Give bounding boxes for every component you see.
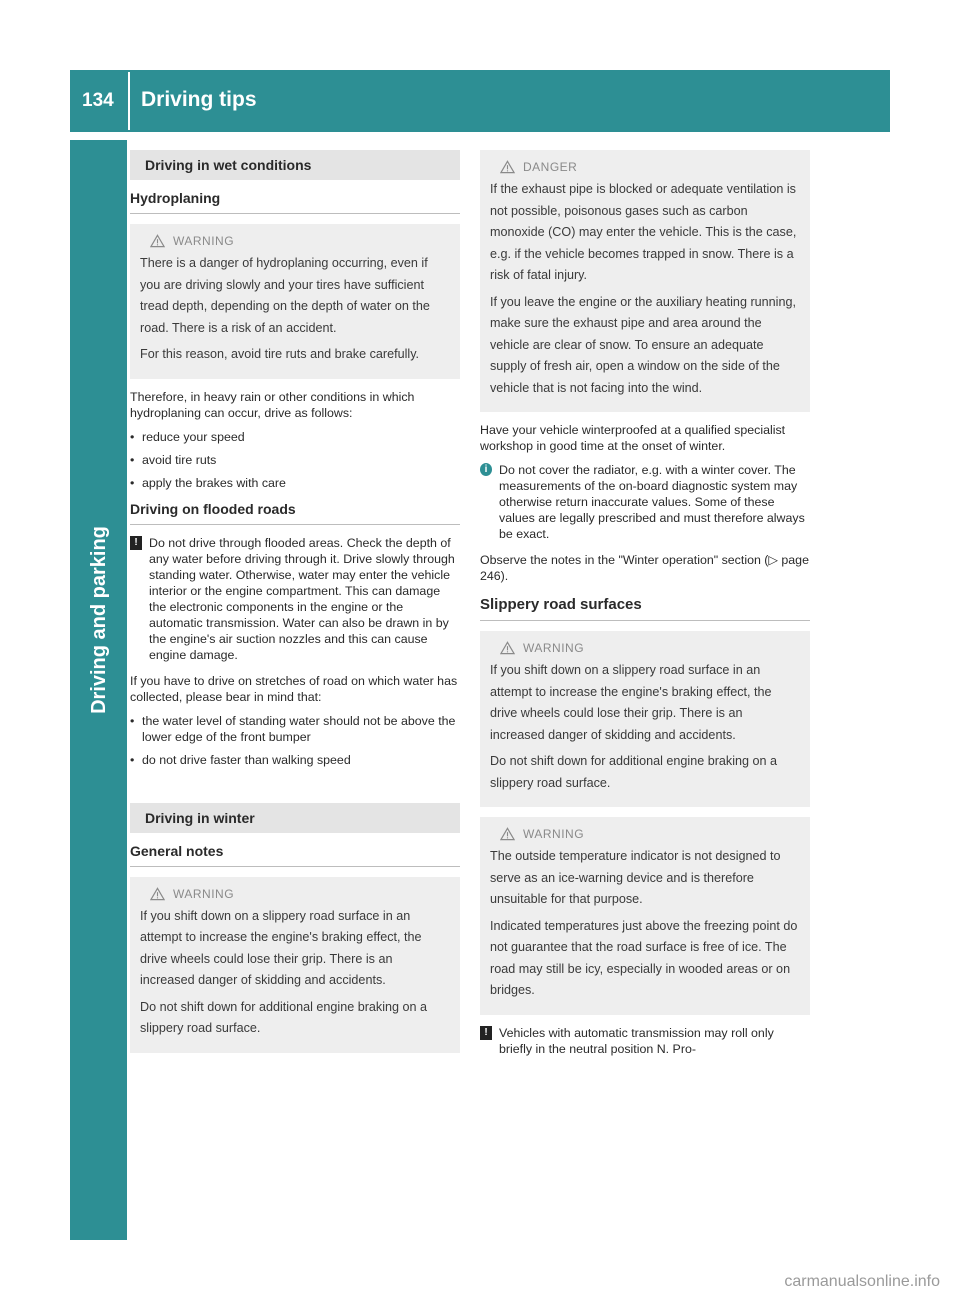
warning-header (140, 234, 450, 248)
info-icon: i (480, 463, 492, 476)
divider (130, 524, 460, 525)
warning-triangle-icon (150, 887, 165, 901)
footer (0, 1260, 960, 1303)
warning-box (130, 877, 460, 1053)
warning-header (490, 641, 800, 655)
bullet-icon: • (130, 452, 135, 467)
divider (130, 866, 460, 867)
notice-note (480, 1025, 810, 1057)
warning-text: There is a danger of hydroplaning occurring, even if you are driving slowly and your tires have sufficient tread depth, depending on the depth of water on the road. There is a risk of an accident. (140, 256, 430, 335)
warning-header (140, 887, 450, 901)
body-paragraph: Have your vehicle winterproofed at a qualified specialist workshop in good time at the onset of winter. (480, 423, 786, 453)
section-title-winter: Driving in winter (130, 803, 460, 833)
warning-label: WARNING (173, 234, 235, 248)
warning-label: WARNING (173, 886, 235, 901)
warning-text: If you shift down on a slippery road surface in an attempt to increase the engine's braking effect, the drive wheels could lose their grip. There is an increased danger of skidding and accidents. (140, 908, 422, 987)
section-title-wet: Driving in wet conditions (130, 150, 460, 180)
notice-text: Do not drive through flooded areas. Check the depth of any water before driving through it. Drive slowly through standing water. Otherwise, water may enter the vehicle interior or the engine compartment. This can damage the electronic components in the engine or the automatic transmission. Water can also be drawn in by the engine's air suction nozzles and this can cause engine damage. (149, 535, 455, 662)
bullet-icon: • (130, 475, 135, 490)
divider (130, 213, 460, 214)
body-paragraph: Observe the notes in the "Winter operation" section (▷ page 246). (480, 553, 809, 583)
danger-header (490, 160, 800, 174)
danger-label: DANGER (523, 160, 578, 174)
subheading-flooded: Driving on flooded roads (130, 500, 296, 517)
warning-label: WARNING (523, 827, 585, 841)
bullet-list (130, 713, 460, 768)
subheading-slippery: Slippery road surfaces (480, 596, 642, 613)
warning-triangle-icon (500, 641, 515, 655)
danger-text: If you leave the engine or the auxiliary heating running, make sure the exhaust pipe and area around the vehicle are clear of snow. To ensure an adequate supply of fresh air, open a window on the side of the vehicle that is not facing into the wind. (490, 294, 796, 395)
warning-text: Indicated temperatures just above the freezing point do not guarantee that the road surface is free of ice. The road may still be icy, especially in wooded areas or on bridges. (490, 918, 798, 997)
warning-triangle-icon (150, 234, 165, 248)
bullet-icon: • (130, 752, 135, 767)
subheading-general: General notes (130, 842, 224, 859)
right-column (480, 150, 810, 1067)
warning-text: The outside temperature indicator is not designed to serve as an ice-warning device and is therefore unsuitable for that purpose. (490, 849, 781, 906)
warning-triangle-icon (500, 160, 515, 174)
stop-notice-icon: ! (480, 1026, 492, 1040)
warning-box (480, 817, 810, 1015)
danger-text: If the exhaust pipe is blocked or adequate ventilation is not possible, poisonous gases such as carbon monoxide (CO) may enter the vehicle. This is the case, e.g. if the vehicle becomes trapped in snow. There is a risk of fatal injury. (490, 182, 797, 282)
subheading-hydroplaning: Hydroplaning (130, 190, 221, 206)
info-text: Do not cover the radiator, e.g. with a winter cover. The measurements of the on-board diagnostic system may otherwise return inaccurate values. Some of these values are legally prescribed and must therefore always be exact. (499, 463, 805, 541)
divider (480, 620, 810, 621)
body-paragraph: If you have to drive on stretches of road on which water has collected, please bear in mind that: (130, 673, 458, 704)
list-item: • the water level of standing water should not be above the lower edge of the front bumper (130, 713, 456, 744)
bullet-icon: • (130, 713, 135, 728)
body-paragraph: Therefore, in heavy rain or other conditions in which hydroplaning can occur, drive as follows: (130, 389, 415, 420)
page-number: 134 (82, 90, 114, 111)
header-divider (128, 72, 130, 130)
header-title: Driving tips (141, 88, 257, 111)
warning-box (480, 631, 810, 807)
chapter-label: Driving and parking (88, 526, 110, 714)
warning-text: If you shift down on a slippery road surface in an attempt to increase the engine's braking effect, the drive wheels could lose their grip. There is an increased danger of skidding and accidents. (490, 663, 772, 742)
list-item: • do not drive faster than walking speed (130, 752, 351, 767)
list-item: • avoid tire ruts (130, 452, 217, 467)
bullet-list (130, 429, 460, 491)
warning-box (130, 224, 460, 379)
warning-text: Do not shift down for additional engine braking on a slippery road surface. (140, 999, 428, 1035)
danger-box (480, 150, 810, 412)
bullet-icon: • (130, 429, 135, 444)
chapter-tab (82, 470, 116, 770)
warning-header (490, 827, 800, 841)
warning-text: Do not shift down for additional engine braking on a slippery road surface. (490, 754, 778, 790)
stop-notice-icon: ! (130, 536, 142, 550)
watermark-text: carmanualsonline.info (784, 1273, 940, 1290)
list-item: • reduce your speed (130, 429, 245, 444)
list-item: • apply the brakes with care (130, 475, 286, 490)
warning-triangle-icon (500, 827, 515, 841)
left-column (130, 150, 460, 1063)
notice-text: Vehicles with automatic transmission may roll only briefly in the neutral position N. Pro- (499, 1025, 774, 1056)
warning-label: WARNING (523, 641, 585, 655)
info-note (480, 462, 810, 542)
warning-text: For this reason, avoid tire ruts and brake carefully. (140, 347, 420, 361)
notice-note (130, 535, 460, 663)
